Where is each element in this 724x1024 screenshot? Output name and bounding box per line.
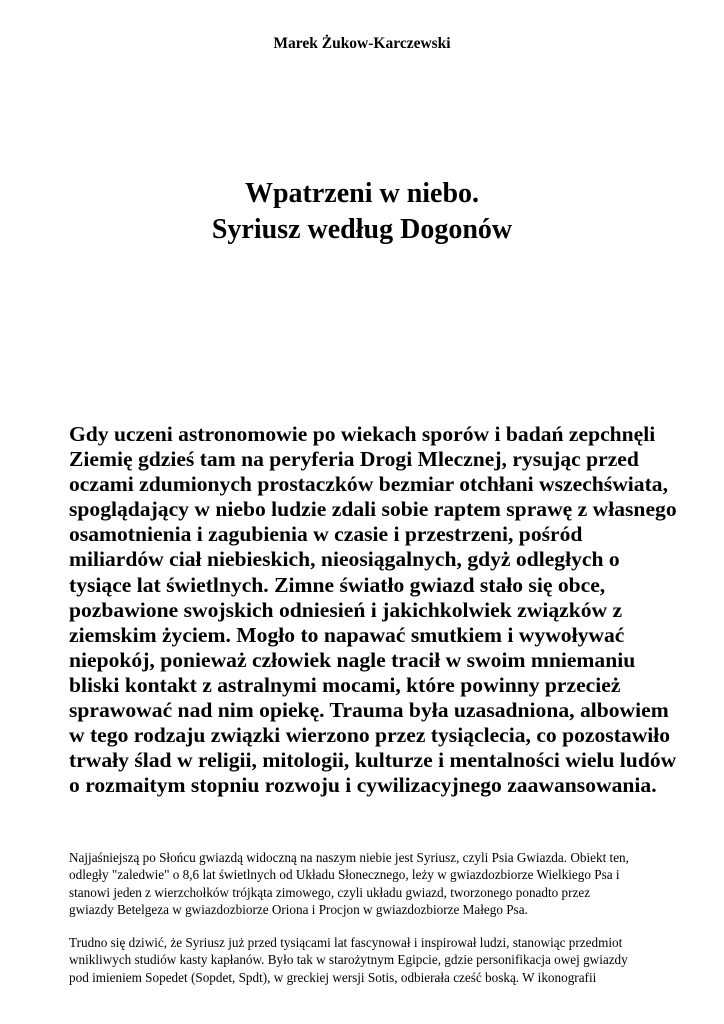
lead-line: ziemskim życiem. Mogło to napawać smutkiem i wywoływać [69,622,625,647]
body-line: stanowi jeden z wierzchołków trójkąta zimowego, czyli układu gwiazd, tworzonego ponadto przez [69,884,591,900]
body-paragraph-1 [69,849,709,919]
body-line: pod imieniem Sopedet (Sopdet, Spdt), w greckiej wersji Sotis, odbierała cześć boską. W ikonografii [69,969,597,985]
lead-line: oczami zdumionych prostaczków bezmiar otchłani wszechświata, [69,472,668,497]
lead-line: Gdy uczeni astronomowie po wiekach sporów i badań zepchnęli [69,422,656,446]
lead-line: bliski kontakt z astralnymi mocami, które powinny przecież [69,672,621,697]
lead-line: Ziemię gdzieś tam na peryferia Drogi Mlecznej, rysując przed [69,447,639,472]
lead-line: w tego rodzaju związki wierzono przez tysiąclecia, co pozostawiło [69,723,671,748]
body-line: wnikliwych studiów kasty kapłanów. Było tak w starożytnym Egipcie, gdzie personifikacja owej gwiazdy [69,952,628,968]
lead-line: spoglądający w niebo ludzie zdali sobie raptem sprawę z własnego [69,497,677,522]
title-line-1: Wpatrzeni w niebo. [244,178,480,209]
body-line: Trudno się dziwić, że Syriusz już przed tysiącami lat fascynował i inspirował ludzi, stanowiąc przedmiot [69,935,623,950]
body-line: gwiazdy Betelgeza w gwiazdozbiorze Oriona i Procjon w gwiazdozbiorze Małego Psa. [69,902,528,918]
body-paragraph-2 [69,934,709,986]
page-title [0,176,724,248]
author-name: Marek Żukow-Karczewski [273,35,451,52]
lead-line: pozbawione swojskich odniesień i jakichkolwiek związków z [69,597,623,622]
body-line: odległy "zaledwie" o 8,6 lat świetlnych od Układu Słonecznego, leży w gwiazdozbiorze Wielkiego Psa i [69,867,620,883]
lead-line: niepokój, ponieważ człowiek nagle tracił w swoim mniemaniu [69,647,636,672]
lead-paragraph [69,422,689,798]
lead-line: trwały ślad w religii, mitologii, kulturze i mentalności wielu ludów [69,748,677,773]
title-line-2: Syriusz według Dogonów [211,214,513,245]
lead-line: o rozmaitym stopniu rozwoju i cywilizacyjnego zaawansowania. [69,773,657,798]
body-line: Najjaśniejszą po Słońcu gwiazdą widoczną na naszym niebie jest Syriusz, czyli Psia Gwiazda. Obiekt ten, [69,850,629,865]
lead-line: sprawować nad nim opiekę. Trauma była uzasadniona, albowiem [69,698,669,723]
lead-line: miliardów ciał niebieskich, nieosiągalnych, gdyż odległych o [69,547,620,572]
lead-line: tysiące lat świetlnych. Zimne światło gwiazd stało się obce, [69,572,606,597]
lead-line: osamotnienia i zagubienia w czasie i przestrzeni, pośród [69,522,583,547]
